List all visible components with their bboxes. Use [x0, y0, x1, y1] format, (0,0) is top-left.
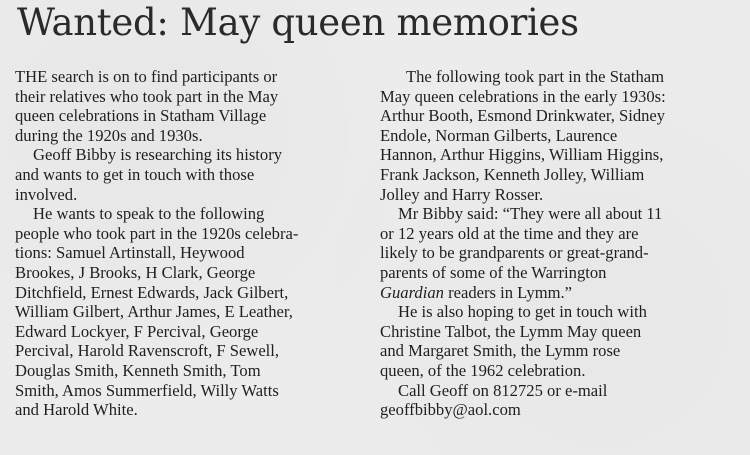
contact-paragraph [380, 381, 740, 420]
text-line: during the 1920s and 1930s. [15, 125, 203, 145]
text-line: Hannon, Arthur Higgins, William Higgins, [380, 145, 664, 165]
text-line: or 12 years old at the time and they are [380, 223, 639, 243]
text-line: people who took part in the 1920s celebra- [15, 223, 299, 243]
text-line: queen celebrations in Statham Village [15, 106, 267, 126]
lymm-paragraph [380, 302, 740, 380]
text-line: Arthur Booth, Esmond Drinkwater, Sidney [380, 106, 666, 126]
text-line: He wants to speak to the following [33, 204, 265, 224]
text-line: The following took part in the Statham [406, 67, 665, 86]
newspaper-name: Guardian [380, 282, 444, 302]
intro-paragraph [15, 67, 365, 145]
text-line: May queen celebrations in the early 1930s: [380, 86, 666, 106]
text-line: tions: Samuel Artinstall, Heywood [15, 243, 245, 263]
text-line [380, 283, 740, 303]
email-address: geoffbibby@aol.com [380, 400, 521, 420]
text-line: their relatives who took part in the May [15, 86, 279, 106]
text-line: and wants to get in touch with those [15, 164, 255, 184]
text-line: Frank Jackson, Kenneth Jolley, William [380, 164, 645, 184]
text-line: Douglas Smith, Kenneth Smith, Tom [15, 360, 261, 380]
text-line: William Gilbert, Arthur James, E Leather, [15, 302, 293, 322]
text-line: Percival, Harold Ravenscroft, F Sewell, [15, 341, 280, 361]
quote-paragraph [380, 204, 740, 302]
text-line: THE search is on to find participants or [15, 67, 278, 86]
left-column [15, 67, 365, 420]
text-line: Geoff Bibby is researching its history [33, 145, 283, 165]
right-column [380, 67, 740, 420]
text-line: Smith, Amos Summerfield, Willy Watts [15, 380, 279, 400]
text-line: He is also hoping to get in touch with [398, 302, 647, 322]
text-line: Ditchfield, Ernest Edwards, Jack Gilbert, [15, 282, 289, 302]
text-line: queen, of the 1962 celebration. [380, 360, 586, 380]
text-line: Endole, Norman Gilberts, Laurence [380, 125, 618, 145]
text-line: and Harold White. [15, 400, 138, 420]
text-line: involved. [15, 184, 78, 204]
text-fragment: readers in Lymm.” [443, 282, 573, 302]
names-1920s-paragraph [15, 204, 365, 420]
text-line: Call Geoff on 812725 or e-mail [398, 380, 608, 400]
text-line: likely to be grandparents or great-grand- [380, 243, 649, 263]
text-line: and Margaret Smith, the Lymm rose [380, 341, 621, 361]
text-line: Edward Lockyer, F Percival, George [15, 321, 259, 341]
text-line: parents of some of the Warrington [380, 262, 607, 282]
text-line: Brookes, J Brooks, H Clark, George [15, 262, 256, 282]
headline: Wanted: May queen memories [17, 1, 579, 44]
names-1930s-paragraph [380, 67, 740, 204]
text-line: Jolley and Harry Rosser. [380, 184, 544, 204]
research-paragraph [15, 145, 365, 204]
text-line: Christine Talbot, the Lymm May queen [380, 321, 642, 341]
text-line: Mr Bibby said: “They were all about 11 [398, 204, 663, 224]
